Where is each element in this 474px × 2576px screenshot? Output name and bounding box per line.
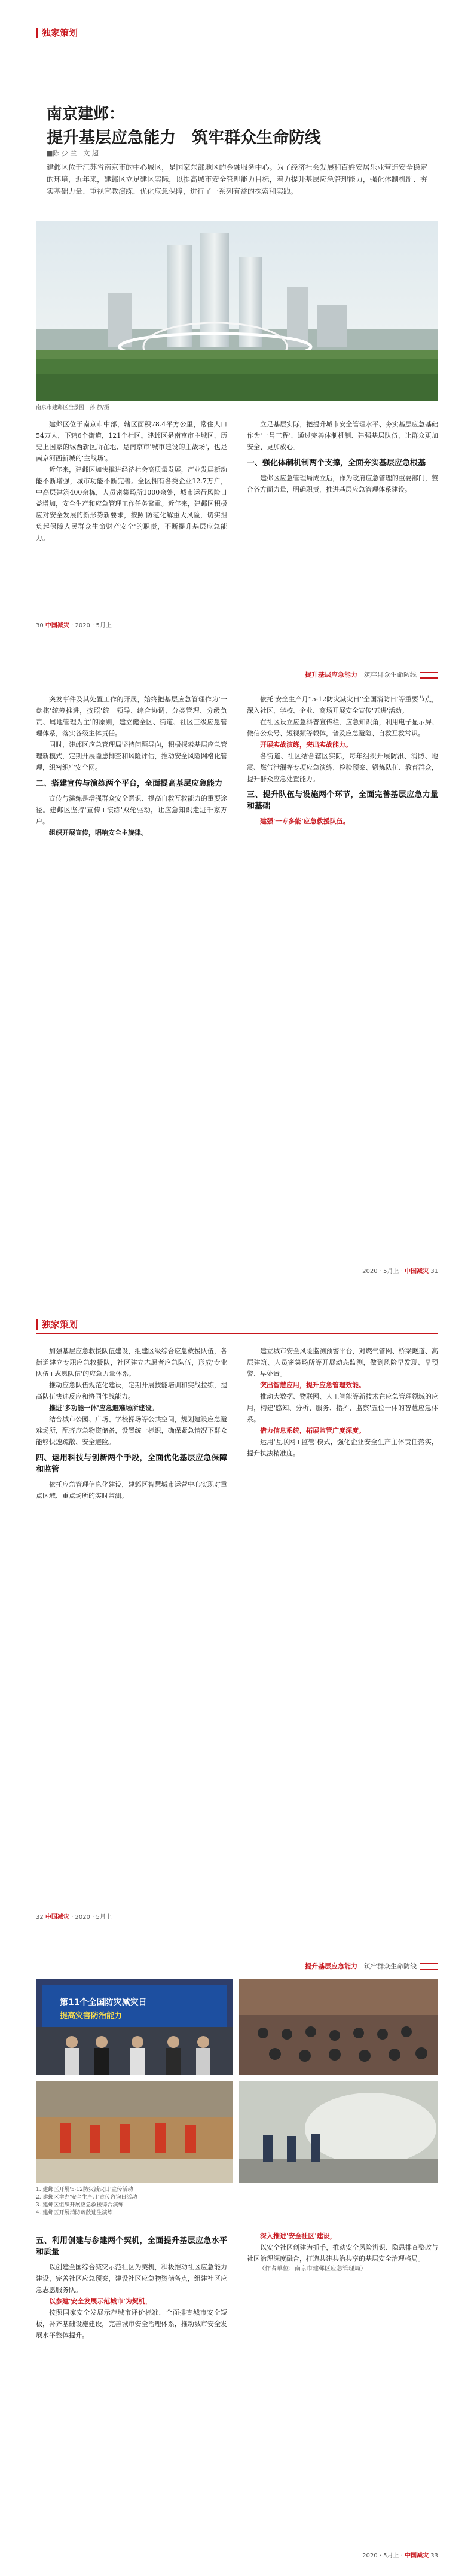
page-1 (0, 0, 474, 646)
byline: ■陈 少 兰 文 超 (47, 149, 99, 157)
paragraph: 依托应急管理信息化建设，建邺区智慧城市运营中心实现对重点区域、重点场所的实时监测。 (36, 1481, 227, 1500)
red-lead-in: 以参建'安全发展示范城市'为契机， (49, 2297, 152, 2305)
page3-right-column (247, 1345, 438, 1459)
paragraph: 推动大数据、物联网、人工智能等新技术在应急管理领域的应用，构建'感知、分析、服务、指挥、监察'五位一体的智慧应急体系。 (247, 1393, 438, 1423)
page4-right-column (247, 2230, 438, 2274)
city-panorama-photo (36, 221, 438, 401)
paragraph: 在社区设立应急科普宣传栏、应急知识角，利用电子显示屏、微信公众号、短视频等载体，普及应急避险、自救互救常识。 (247, 718, 438, 737)
section-heading-2: 二、搭建宣传与演练两个平台，全面提高基层应急能力 (36, 779, 223, 788)
red-lead-in: 突出智慧应用，提升应急管理效能。 (260, 1381, 365, 1389)
photo-captions (36, 2186, 438, 2217)
section-heading-1: 一、强化体制机制两个支撑，全面夯实基层应急根基 (247, 459, 426, 468)
section-tag (36, 1318, 78, 1330)
paragraph: 各街道、社区结合辖区实际，每年组织开展防汛、消防、地震、燃气泄漏等专项应急演练，检验预案、锻炼队伍、教育群众，提升群众应急处置能力。 (247, 752, 438, 783)
banner-text: 第11个全国防灾减灾日 (60, 1998, 147, 2007)
section-tag (36, 26, 78, 39)
red-lead-in: 借力信息系统，拓展监管广度深度。 (260, 1427, 365, 1434)
bold-lead-in: 组织开展宣传，唱响安全主旋律。 (49, 829, 148, 837)
event-photo-2 (239, 1979, 438, 2075)
paragraph: 结合城市公园、广场、学校操场等公共空间，规划建设应急避难场所，配齐应急物资储备，设置统一标识，确保紧急情况下群众能够快速疏散、安全避险。 (36, 1415, 227, 1446)
paragraph: 按照国家安全发展示范城市评价标准，全面排查城市安全短板，补齐基础设施建设，完善城市安全治理体系，推动城市安全发展水平整体提升。 (36, 2309, 227, 2339)
page4-left-column (36, 2230, 227, 2341)
paragraph: 宣传与演练是增强群众安全意识、提高自救互救能力的重要途径。建邺区坚持'宣传+演练'双轮驱动，让应急知识走进千家万户。 (36, 795, 227, 825)
red-lead-in: 开展实战演练，突出实战能力。 (260, 741, 352, 749)
page-4 (0, 1937, 474, 2576)
section-tag-label: 独家策划 (42, 28, 78, 38)
paragraph: 近年来，建邺区加快推进经济社会高质量发展，产业发展新动能不断增强，城市功能不断完善。全区拥有各类企业12.7万户，中高层建筑400余栋，人员密集场所1000余处，城市运行风险日益增加，安全生产和应急管理工作任务繁重。近年来，建邺区积极应对安全发展的新形势新要求，按照'防范化解重大风险，切实担负起保障人民群众生命财产安全'的职责，不断提升基层应急能力。 (36, 466, 227, 542)
header-rule (36, 1333, 438, 1334)
paragraph: 建邺区应急管理局成立后，作为政府应急管理的重要部门，整合各方面力量，明确职责，推进基层应急管理体系建设。 (247, 474, 438, 493)
red-lead-in: 深入推进'安全社区'建设， (260, 2232, 337, 2240)
page-number: 2020 · 5月上 · 中国减灾 31 (362, 1268, 438, 1275)
photo-caption: 1. 建邺区开展'5·12防灾减灾日'宣传活动 (36, 2187, 133, 2193)
paragraph: 推动应急队伍规范化建设，定期开展技能培训和实战拉练，提高队伍快速反应和协同作战能力。 (36, 1381, 227, 1400)
section-tag-label: 独家策划 (42, 1319, 78, 1330)
paragraph: 突发事件及其处置工作的开展，始终把基层应急管理作为'一盘棋'统筹推进，按照'统一领导、综合协调、分类管理、分级负责、属地管理为主'的原则，建立健全区、街道、社区三级应急管理体系，落实各级主体责任。 (36, 695, 227, 737)
page3-left-column (36, 1345, 227, 1501)
photo-caption: 4. 建邺区开展消防疏散逃生演练 (36, 2210, 113, 2216)
paragraph: 依托'安全生产月''5·12防灾减灾日''全国消防日'等重要节点，深入社区、学校、企业、商场开展安全宣传'五进'活动。 (247, 695, 438, 715)
page2-right-column (247, 694, 438, 827)
running-head: 提升基层应急能力 筑牢群众生命防线 (305, 670, 438, 679)
paragraph: 建邺区位于南京市中部，辖区面积78.4平方公里，常住人口54万人，下辖6个街道，121个社区。建邺区是南京市主城区，历史上国家的城西新区所在地、是南京市'城市建设的主战场'，也是南京河西新城的'主战场'。 (36, 420, 227, 462)
section-tag-bar (36, 1319, 38, 1330)
red-lead-in: 建强'一专多能'应急救援队伍。 (260, 817, 350, 825)
page1-left-column (36, 419, 227, 544)
paragraph: 以安全社区创建为抓手，推动安全风险辨识、隐患排查整改与社区治理深度融合，打造共建共治共享的基层安全治理格局。 (247, 2244, 438, 2263)
event-photo-3 (36, 2081, 233, 2183)
page2-left-column (36, 694, 227, 838)
event-photo-4 (239, 2081, 438, 2183)
running-head: 提升基层应急能力 筑牢群众生命防线 (305, 1961, 438, 1971)
section-heading-3: 三、提升队伍与设施两个环节，全面完善基层应急力量和基础 (247, 790, 438, 811)
page-number: 2020 · 5月上 · 中国减灾 33 (362, 2553, 438, 2559)
page-number: 32 中国减灾 · 2020 · 5月上 (36, 1914, 112, 1921)
paragraph: 加强基层应急救援队伍建设，组建区级综合应急救援队伍，各街道建立专职应急救援队，社区建立志愿者应急队伍，形成'专业队伍+志愿队伍'的应急力量体系。 (36, 1347, 227, 1378)
section-heading-4: 四、运用科技与创新两个手段，全面优化基层应急保障和监管 (36, 1454, 227, 1474)
lead-paragraph: 建邺区位于江苏省南京市的中心城区，是国家东部地区的金融服务中心。为了经济社会发展和百姓安居乐业营造安全稳定的环境，近年来，建邺区立足建区实际，以提高城市安全管理能力目标，着力提升基层应急管理能力，强化体制机制、夯实基础力量、重视宣教演练、优化应急保障，进行了一系列有益的探索和实践。 (47, 163, 427, 196)
bold-lead-in: 推进'多功能一体'应急避难场所建设。 (49, 1404, 158, 1412)
paragraph: 立足基层实际，把提升城市安全管理水平、夯实基层应急基础作为'一号工程'，通过完善体制机制、建强基层队伍，让群众更加安全、更加放心。 (247, 420, 438, 451)
article-title-line1: 南京建邺： (47, 105, 125, 123)
page-number: 30 中国减灾 · 2020 · 5月上 (36, 622, 112, 629)
paragraph: 运用'互联网+监管'模式，强化企业安全生产主体责任落实，提升执法精准度。 (247, 1438, 438, 1457)
photo-caption: 2. 建邺区举办'安全生产月'宣传咨询日活动 (36, 2195, 137, 2200)
event-photo-1 (36, 1979, 233, 2075)
paragraph: 建立城市安全风险监测预警平台，对燃气管网、桥梁隧道、高层建筑、人员密集场所等开展动态监测，做到风险早发现、早预警、早处置。 (247, 1347, 438, 1378)
paragraph: 以创建全国综合减灾示范社区为契机，积极推动社区应急能力建设，完善社区应急预案，建设社区应急物资储备点，组建社区应急志愿服务队。 (36, 2263, 227, 2294)
paragraph: 同时，建邺区应急管理局坚持问题导向，积极探索基层应急管理新模式，定期开展隐患排查和风险评估，推动安全风险网格化管理，织密织牢安全网。 (36, 741, 227, 771)
section-heading-5: 五、利用创建与参建两个契机，全面提升基层应急水平和质量 (36, 2236, 227, 2257)
page1-right-column (247, 419, 438, 495)
photo-caption: 南京市建邺区全景图 孙 静/摄 (36, 405, 109, 411)
photo-caption: 3. 建邺区组织开展应急救援综合演练 (36, 2202, 124, 2208)
banner-subtext: 提高灾害防治能力 (60, 2012, 123, 2020)
page-3 (0, 1292, 474, 1937)
page-2 (0, 646, 474, 1292)
author-note: （作者单位：南京市建邺区应急管理局） (259, 2266, 366, 2272)
article-title-line2: 提升基层应急能力 筑牢群众生命防线 (47, 129, 321, 147)
section-tag-bar (36, 28, 38, 38)
